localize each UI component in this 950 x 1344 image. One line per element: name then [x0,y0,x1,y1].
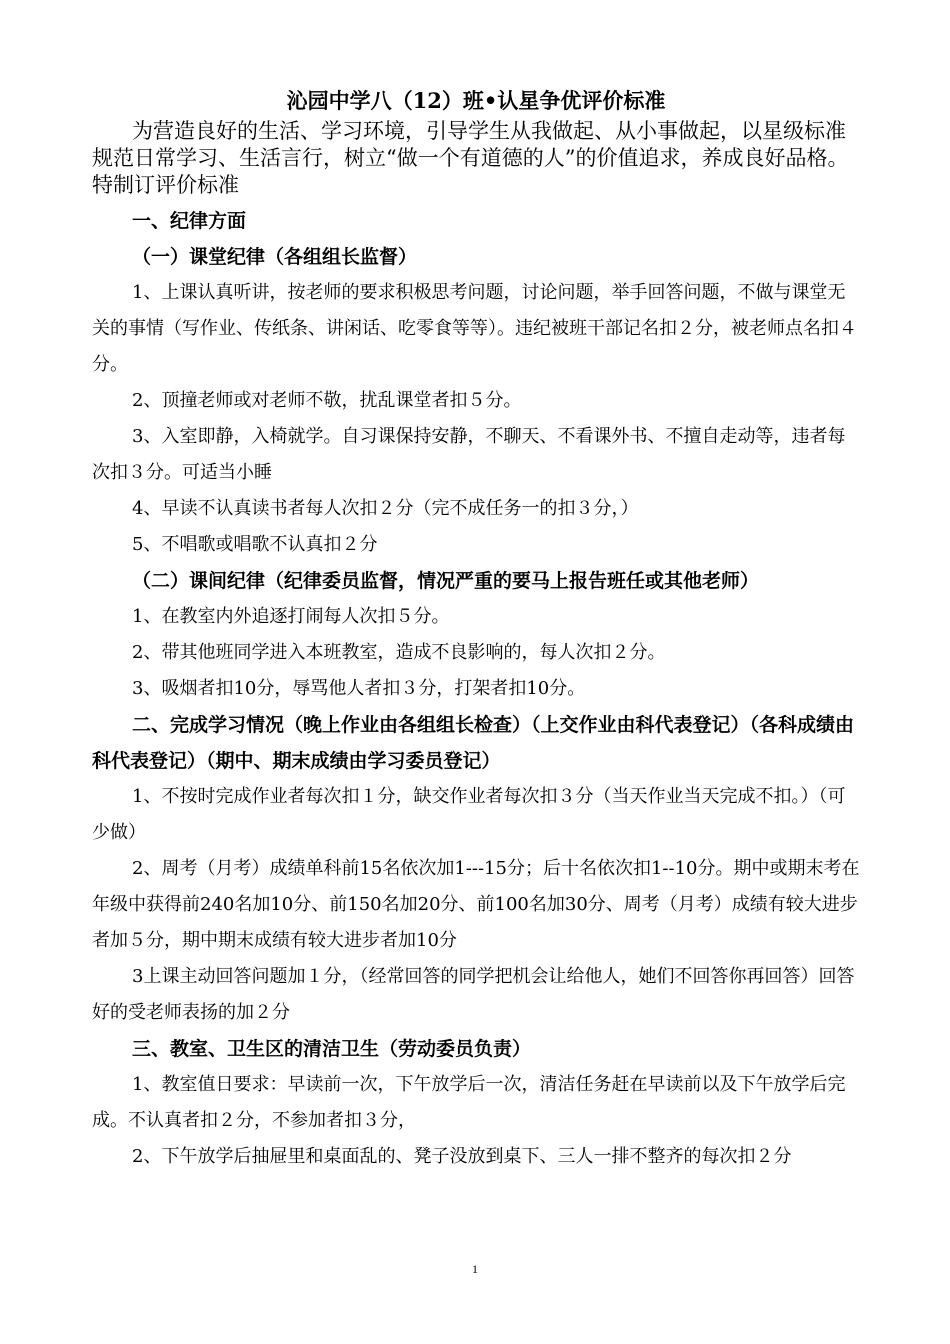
list-item: 1、教室值日要求：早读前一次，下午放学后一次，清洁任务赶在早读前以及下午放学后完成。不认真者扣２分，不参加者扣３分， [92,1074,846,1131]
list-item: 2、周考（月考）成绩单科前15名依次加1---15分；后十名依次扣1--10分。期中或期末考在年级中获得前240名加10分、前150名加20分、前100名加30分、周考（月考）成绩有较大进步者加５分，期中期末成绩有较大进步者加10分 [92,858,860,951]
subsection-heading-break: （二）课间纪律（纪律委员监督，情况严重的要马上报告班任或其他老师） [132,570,760,592]
list-item: 5、不唱歌或唱歌不认真扣２分 [132,534,378,555]
list-item: 1、在教室内外追逐打闹每人次扣５分。 [132,606,450,627]
section-heading-study: 二、完成学习情况（晚上作业由各组组长检查）（上交作业由科代表登记）（各科成绩由科代表登记）（期中、期末成绩由学习委员登记） [92,714,855,772]
page-title: 沁园中学八（12）班•认星争优评价标准 [286,88,666,113]
list-item: 1、上课认真听讲，按老师的要求积极思考问题，讨论问题，举手回答问题，不做与课堂无关的事情（写作业、传纸条、讲闲话、吃零食等等）。违纪被班干部记名扣２分，被老师点名扣４分。 [92,282,857,375]
intro-paragraph: 为营造良好的生活、学习环境，引导学生从我做起、从小事做起，以星级标准规范日常学习、生活言行，树立“做一个有道德的人”的价值追求，养成良好品格。特制订评价标准 [92,119,849,197]
list-item: 1、不按时完成作业者每次扣１分，缺交作业者每次扣３分（当天作业当天完成不扣。）（可少做） [92,786,846,843]
list-item: 3、吸烟者扣10分，辱骂他人者扣３分，打架者扣10分。 [132,678,586,699]
list-item: 4、早读不认真读书者每人次扣２分（完不成任务一的扣３分，） [132,498,639,519]
subsection-heading-classroom: （一）课堂纪律（各组组长监督） [132,246,418,268]
section-heading-hygiene: 三、教室、卫生区的清洁卫生（劳动委员负责） [132,1038,532,1060]
list-item: 3、入室即静，入椅就学。自习课保持安静，不聊天、不看课外书、不擅自走动等，违者每次扣３分。可适当小睡 [92,426,846,483]
page-number: 1 [472,1262,478,1276]
list-item: 2、下午放学后抽屉里和桌面乱的、凳子没放到桌下、三人一排不整齐的每次扣２分 [132,1146,792,1167]
document-page [92,86,860,1175]
section-heading-discipline: 一、纪律方面 [132,210,247,232]
list-item: 2、带其他班同学进入本班教室，造成不良影响的，每人次扣２分。 [132,642,666,663]
list-item: 3上课主动回答问题加１分，（经常回答的同学把机会让给他人，她们不回答你再回答）回答好的受老师表扬的加２分 [92,966,855,1023]
list-item: 2、顶撞老师或对老师不敬，扰乱课堂者扣５分。 [132,390,522,411]
